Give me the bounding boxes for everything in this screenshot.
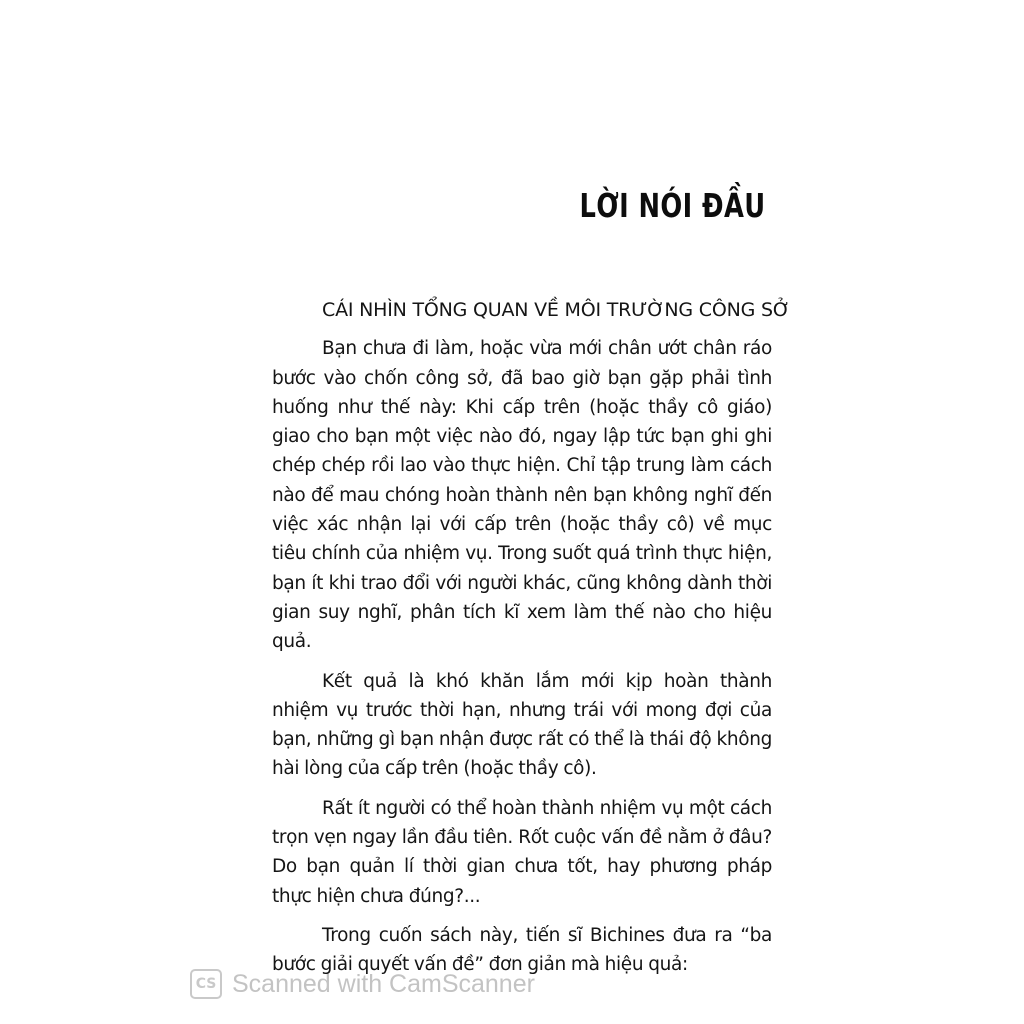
paragraph-2: Kết quả là khó khăn lắm mới kịp hoàn thành nhiệm vụ trước thời hạn, nhưng trái với mong đợi của bạn, những gì bạn nhận được rất có thể là thái độ không hài lòng của cấp trên (hoặc thầy cô). xyxy=(272,670,772,780)
section-heading: CÁI NHÌN TỔNG QUAN VỀ MÔI TRƯỜNG CÔNG SỞ xyxy=(322,299,790,321)
chapter-title: LỜI NÓI ĐẦU xyxy=(579,186,766,225)
camscanner-logo-icon: CS xyxy=(190,969,222,999)
watermark-text: Scanned with CamScanner xyxy=(232,969,535,998)
page-content xyxy=(272,296,790,990)
camscanner-watermark xyxy=(190,966,535,1002)
paragraph-1: Bạn chưa đi làm, hoặc vừa mới chân ướt chân ráo bước vào chốn công sở, đã bao giờ bạn gặp phải tình huống như thế này: Khi cấp trên (hoặc thầy cô giáo) giao cho bạn một việc nào đó, ngay lập tức bạn ghi ghi chép chép rồi lao vào thực hiện. Chỉ tập trung làm cách nào để mau chóng hoàn thành nên bạn không nghĩ đến việc xác nhận lại với cấp trên (hoặc thầy cô) về mục tiêu chính của nhiệm vụ. Trong suốt quá trình thực hiện, bạn ít khi trao đổi với người khác, cũng không dành thời gian suy nghĩ, phân tích kĩ xem làm thế nào cho hiệu quả. xyxy=(272,338,772,653)
paragraph-4: Trong cuốn sách này, tiến sĩ Bichines đưa ra “ba bước giải quyết vấn đề” đơn giản mà hiệu quả: xyxy=(272,924,772,976)
paragraph-3: Rất ít người có thể hoàn thành nhiệm vụ một cách trọn vẹn ngay lần đầu tiên. Rốt cuộc vấn đề nằm ở đâu? Do bạn quản lí thời gian chưa tốt, hay phương pháp thực hiện chưa đúng?... xyxy=(272,797,772,907)
